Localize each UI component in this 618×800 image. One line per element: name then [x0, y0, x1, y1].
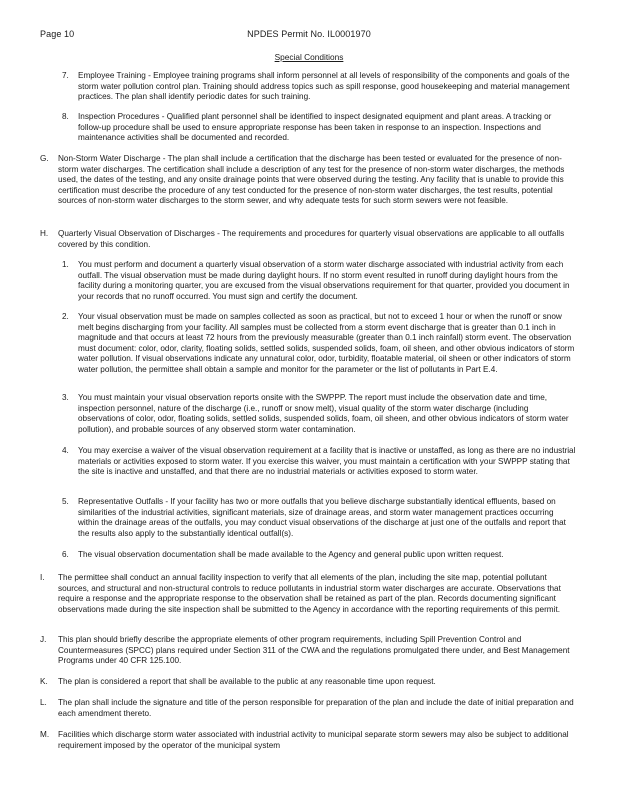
page-number: Page 10 [40, 29, 75, 39]
item-label: 8. [62, 112, 69, 121]
section-label: J. [40, 635, 47, 644]
item-label: 4. [62, 446, 69, 455]
quarterly-observation-intro: Quarterly Visual Observation of Discharges - The requirements and procedures for quarterly visual observations are applicable to all outfalls covered by this condition. [58, 229, 565, 249]
item-label: 1. [62, 260, 69, 269]
observation-item-4: You may exercise a waiver of the visual observation requirement at a facility that is inactive or unstaffed, as long as there are no industrial materials or activities exposed to storm water. If you exercise this waiver, you must maintain a certification with your SWPPP stating that the site is inactive and unstaffed, and that there are no industrial materials or activities exposed to storm water. [78, 446, 576, 477]
permit-number: NPDES Permit No. IL0001970 [247, 29, 371, 39]
section-label: M. [40, 730, 50, 739]
item-label: 7. [62, 71, 69, 80]
employee-training-paragraph: Employee Training - Employee training programs shall inform personnel at all levels of responsibility of the components and goals of the storm water pollution control plan. Training should address topics such as spill response, good housekeeping and material management practices. The plan shall identify periodic dates for such training. [78, 71, 570, 102]
inspection-procedures-paragraph: Inspection Procedures - Qualified plant personnel shall be identified to inspect designated equipment and plant areas. A tracking or follow-up procedure shall be used to ensure appropriate response has been taken in response to an inspection. Inspections and maintenance activities shall be documented and recorded. [78, 112, 552, 143]
section-title: Special Conditions [274, 52, 344, 62]
observation-item-1: You must perform and document a quarterly visual observation of a storm water discharge associated with industrial activity from each outfall. The visual observation must be made during daylight hours. If no storm event resulted in runoff during daylight hours from the facility during a monitoring quarter, you are excused from the visual observations requirement for that quarter, provided you document in your records that no runoff occurred. You must sign and certify the document. [78, 260, 570, 301]
item-label: 6. [62, 550, 69, 559]
observation-item-5: Representative Outfalls - If your facility has two or more outfalls that you believe discharge substantially identical effluents, based on similarities of the industrial activities, significant materials, size of drainage areas, and storm water management practices occurring within the drainage areas of the outfalls, you may conduct visual observations of the discharge at just one of the outfalls and report that the results also apply to the substantially identical outfall(s). [78, 497, 566, 538]
section-label: H. [40, 229, 49, 238]
section-label: K. [40, 677, 48, 686]
item-label: 3. [62, 393, 69, 402]
observation-item-6: The visual observation documentation shall be made available to the Agency and general public upon written request. [78, 550, 504, 559]
section-label: I. [40, 573, 45, 582]
municipal-sewers-paragraph: Facilities which discharge storm water associated with industrial activity to municipal separate storm sewers may also be subject to additional requirement imposed by the operator of the municipal system [58, 730, 569, 750]
annual-inspection-paragraph: The permittee shall conduct an annual facility inspection to verify that all elements of the plan, including the site map, potential pollutant sources, and structural and non-structural controls to reduce pollutants in industrial storm water discharges are accurate. Observations that require a response and the appropriate response to the observation shall be retained as part of the plan. Records documenting significant observations made during the site inspection shall be submitted to the Agency in accordance with the reporting requirements of this permit. [58, 573, 561, 614]
signature-paragraph: The plan shall include the signature and title of the person responsible for preparation of the plan and include the date of initial preparation and each amendment thereto. [58, 698, 574, 718]
observation-item-2: Your visual observation must be made on samples collected as soon as practical, but not to exceed 1 hour or when the runoff or snow melt begins discharging from your facility. All samples must be collected from a storm event discharge that is greater than 0.1 inch in magnitude and that occurs at least 72 hours from the previously measurable (greater than 0.1 inch rainfall) storm event. The observation must document: color, odor, clarity, floating solids, settled solids, suspended solids, foam, oil sheen, and other obvious indicators of storm water pollution. If visual observations indicate any unnatural color, odor, turbidity, floatable material, oil sheen or other indicators of storm water pollution, the permittee shall obtain a sample and monitor for the parameter or the list of pollutants in Part E.4. [78, 312, 575, 374]
observation-item-3: You must maintain your visual observation reports onsite with the SWPPP. The report must include the observation date and time, inspection personnel, nature of the discharge (i.e., runoff or snow melt), visual quality of the storm water discharge (including observations of color, odor, floating solids, settled solids, suspended solids, foam, oil sheen, and other obvious indicators of storm water pollution), and probable sources of any observed storm water contamination. [78, 393, 569, 434]
section-label: G. [40, 154, 49, 163]
item-label: 5. [62, 497, 69, 506]
section-label: L. [40, 698, 47, 707]
public-report-paragraph: The plan is considered a report that shall be available to the public at any reasonable time upon request. [58, 677, 436, 686]
other-programs-paragraph: This plan should briefly describe the appropriate elements of other program requirements, including Spill Prevention Control and Countermeasures (SPCC) plans required under Section 311 of the CWA and the regulations promulgated there under, and Best Management Programs under 40 CFR 125.100. [58, 635, 570, 666]
item-label: 2. [62, 312, 69, 321]
non-storm-water-paragraph: Non-Storm Water Discharge - The plan shall include a certification that the discharge has been tested or evaluated for the presence of non-storm water discharges. The certification shall include a description of any test for the presence of non-storm water discharges, the methods used, the dates of the testing, and any onsite drainage points that were observed during the testing. Any facility that is unable to provide this certification must describe the procedure of any test conducted for the presence of non-storm water discharges, the test results, potential sources of non-storm water discharges to the storm sewer, and why adequate tests for such storm sewers were not feasible. [58, 154, 565, 206]
